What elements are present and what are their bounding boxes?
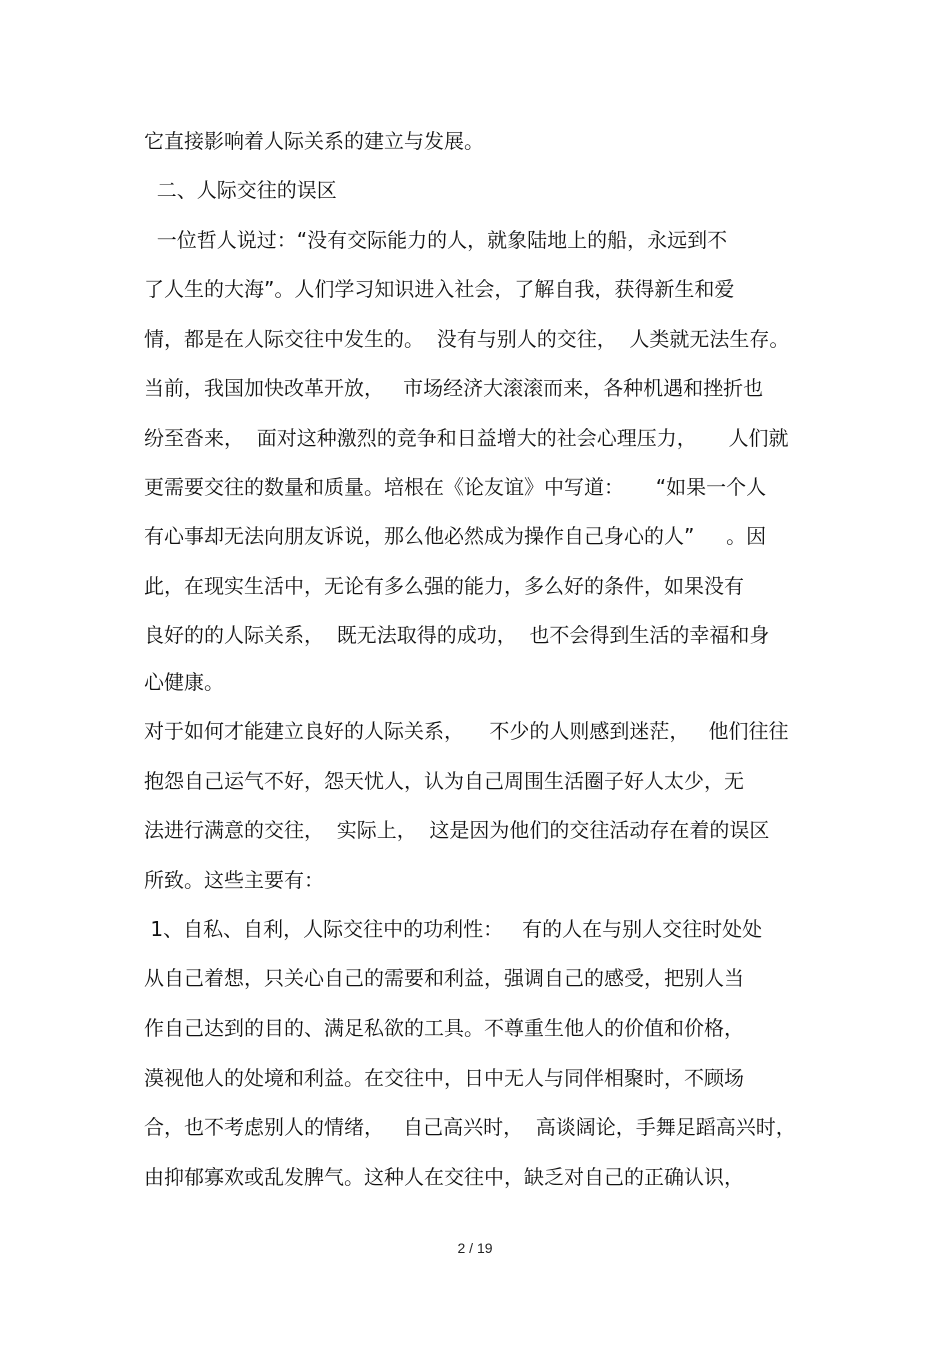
list-item-heading: 1、自私、自利，人际交往中的功利性： 有的人在与别人交往时处处 [144,917,763,941]
text-line: 合，也不考虑别人的情绪， 自己高兴时， 高谈阔论，手舞足蹈高兴时， [144,1115,796,1139]
section-heading: 二、人际交往的误区 [144,178,337,202]
text-line: 心健康。 [144,670,224,694]
text-line: 当前，我国加快改革开放， 市场经济大滚滚而来，各种机遇和挫折也 [144,376,764,400]
page-number: 2 / 19 [457,1240,493,1256]
text-line: 更需要交往的数量和质量。培根在《论友谊》中写道： “如果一个人 [144,475,767,499]
text-line: 一位哲人说过：“没有交际能力的人，就象陆地上的船，永远到不 [144,228,728,252]
text-line: 抱怨自己运气不好，怨天忧人，认为自己周围生活圈子好人太少，无 [144,769,744,793]
text-line: 此，在现实生活中，无论有多么强的能力，多么好的条件，如果没有 [144,574,744,598]
text-line: 法进行满意的交往， 实际上， 这是因为他们的交往活动存在着的误区 [144,818,770,842]
text-line: 有心事却无法向朋友诉说，那么他必然成为操作自己身心的人” 。因 [144,524,767,548]
text-line: 了人生的大海”。人们学习知识进入社会，了解自我，获得新生和爱 [144,277,735,301]
text-line: 纷至沓来， 面对这种激烈的竞争和日益增大的社会心理压力， 人们就 [144,426,789,450]
text-line: 所致。这些主要有： [144,868,324,892]
text-line: 对于如何才能建立良好的人际关系， 不少的人则感到迷茫， 他们往往 [144,719,789,743]
text-line: 作自己达到的目的、满足私欲的工具。不尊重生他人的价值和价格， [144,1016,744,1040]
text-line: 良好的的人际关系， 既无法取得的成功， 也不会得到生活的幸福和身 [144,623,770,647]
text-line: 从自己着想，只关心自己的需要和利益，强调自己的感受，把别人当 [144,966,744,990]
text-line: 它直接影响着人际关系的建立与发展。 [144,129,484,153]
text-line: 情，都是在人际交往中发生的。 没有与别人的交往， 人类就无法生存。 [144,327,790,351]
text-line: 漠视他人的处境和利益。在交往中，日中无人与同伴相聚时，不顾场 [144,1066,744,1090]
text-line: 由抑郁寡欢或乱发脾气。这种人在交往中，缺乏对自己的正确认识， [144,1165,744,1189]
